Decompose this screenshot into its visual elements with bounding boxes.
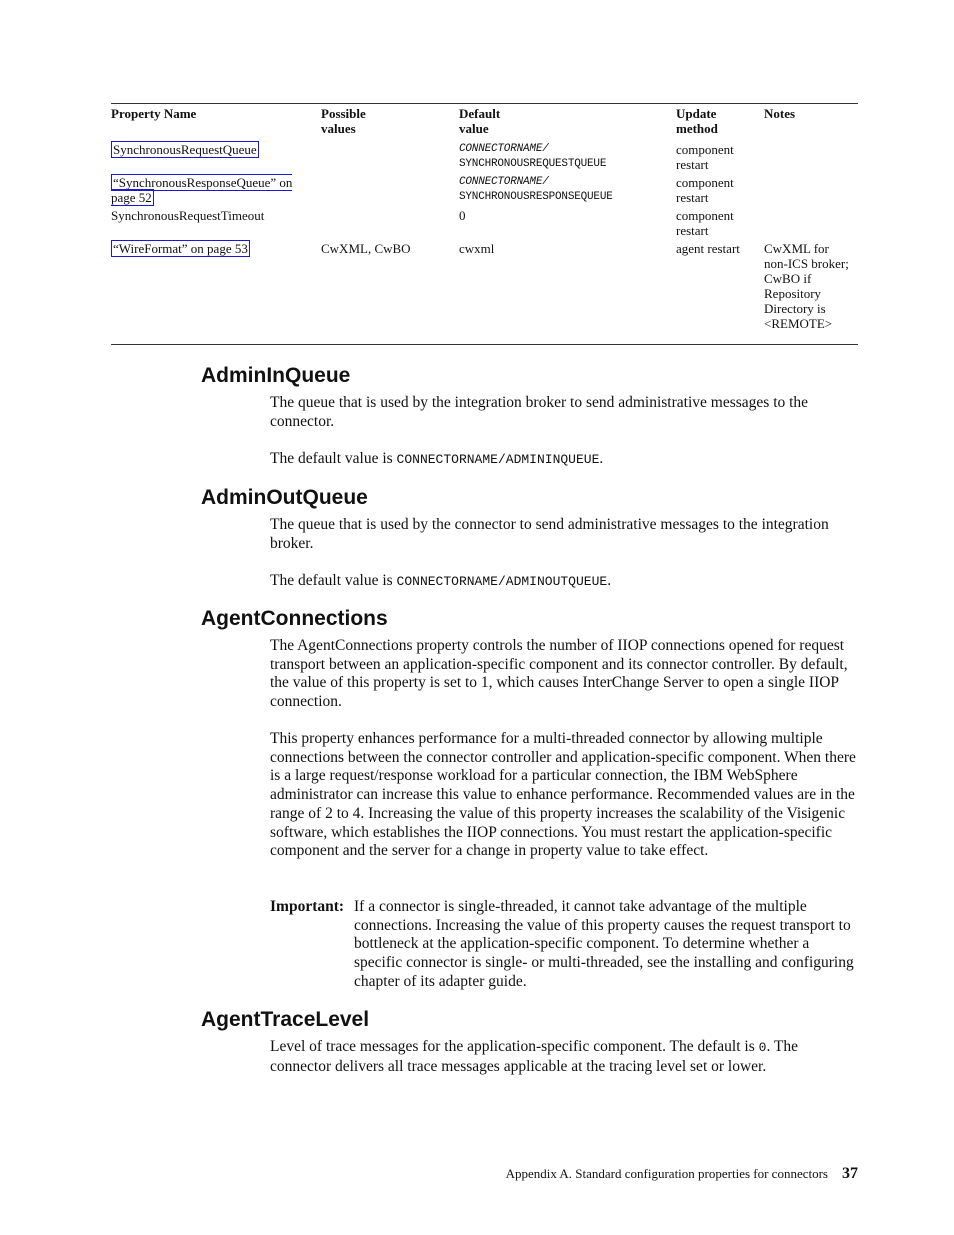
property-link[interactable]: SynchronousRequestQueue <box>113 142 257 157</box>
cell-property-name <box>111 175 321 208</box>
header-possible-values: Possible values <box>321 104 459 143</box>
cell-possible-values <box>321 175 459 208</box>
cell-possible-values <box>321 208 459 241</box>
cell-property-name <box>111 241 321 345</box>
cell-default-value: 0 <box>459 208 466 223</box>
table-row <box>111 208 858 241</box>
section-title-admininqueue: AdminInQueue <box>201 364 351 387</box>
table-header-row <box>111 104 858 143</box>
properties-table <box>111 103 858 345</box>
agentconnections-performance: This property enhances performance for a multi-threaded connector by allowing multiple connections between the connector controller and application-specific component. When there is a large request/response workload for a particular connection, the IBM WebSphere administrator can increase this value to enhance performance. Recommended values are in the range of 2 to 4. Increasing the value of this property increases the scalability of the Visigenic software, which establishes the IIOP connections. You must restart the application-specific component and the server for a change in property value to take effect. <box>270 730 856 860</box>
cell-update-method: component restart <box>676 142 734 172</box>
header-default-value: Default value <box>459 104 676 143</box>
cell-update-method: agent restart <box>676 241 764 345</box>
cell-possible-values <box>321 142 459 175</box>
cell-notes: CwXML for non-ICS broker; CwBO if Repository Directory is <REMOTE> <box>764 241 858 345</box>
page-number: 37 <box>842 1165 858 1182</box>
property-link[interactable]: “WireFormat” on page 53 <box>113 241 248 256</box>
admininqueue-description: The queue that is used by the integration broker to send administrative messages to the connector. <box>270 394 809 430</box>
agenttracelevel-description: Level of trace messages for the application-specific component. The default is 0. The connector delivers all trace messages applicable at the tracing level set or lower. <box>270 1038 799 1075</box>
important-label: Important: <box>270 898 345 915</box>
default-value-code: CONNECTORNAME/ADMINOUTQUEUE <box>396 574 608 589</box>
adminoutqueue-default: The default value is CONNECTORNAME/ADMINOUTQUEUE. <box>270 572 612 589</box>
cell-notes <box>764 175 858 208</box>
default-value-code: 0 <box>758 1040 767 1055</box>
cell-default-value: cwxml <box>459 241 676 345</box>
footer-text: Appendix A. Standard configuration properties for connectors <box>505 1166 828 1181</box>
table-row <box>111 142 858 175</box>
header-notes: Notes <box>764 104 858 143</box>
cell-update-method: component restart <box>676 208 734 238</box>
section-title-agenttracelevel: AgentTraceLevel <box>201 1008 370 1031</box>
section-title-adminoutqueue: AdminOutQueue <box>201 486 368 509</box>
admininqueue-default: The default value is CONNECTORNAME/ADMININQUEUE. <box>270 450 604 467</box>
default-value-code: CONNECTORNAME/ADMININQUEUE <box>396 452 600 467</box>
page-footer <box>506 1165 858 1183</box>
cell-property-name <box>111 142 321 175</box>
important-text: If a connector is single-threaded, it cannot take advantage of the multiple connections. Increasing the value of this property causes the request transport to bottleneck at the application-specific component. To determine whether a specific connector is single- or multi-threaded, see the installing and configuring chapter of its adapter guide. <box>354 898 854 990</box>
cell-property-name: SynchronousRequestTimeout <box>111 208 265 223</box>
cell-default-value: CONNECTORNAME/ SYNCHRONOUSREQUESTQUEUE <box>459 143 607 170</box>
section-title-agentconnections: AgentConnections <box>201 607 388 630</box>
cell-notes <box>764 142 858 175</box>
property-link[interactable]: “SynchronousResponseQueue” on page 52 <box>111 175 293 205</box>
cell-notes <box>764 208 858 241</box>
cell-default-value: CONNECTORNAME/ SYNCHRONOUSRESPONSEQUEUE <box>459 176 613 203</box>
table-row <box>111 175 858 208</box>
header-update-method: Update method <box>676 104 764 143</box>
adminoutqueue-description: The queue that is used by the connector to send administrative messages to the integration broker. <box>270 516 829 552</box>
cell-update-method: component restart <box>676 175 734 205</box>
header-property-name: Property Name <box>111 104 321 143</box>
agentconnections-description: The AgentConnections property controls the number of IIOP connections opened for request transport between an application-specific component and its connector controller. By default, the value of this property is set to 1, which causes InterChange Server to open a single IIOP connection. <box>270 637 848 711</box>
table-row <box>111 241 858 345</box>
cell-possible-values: CwXML, CwBO <box>321 241 459 345</box>
